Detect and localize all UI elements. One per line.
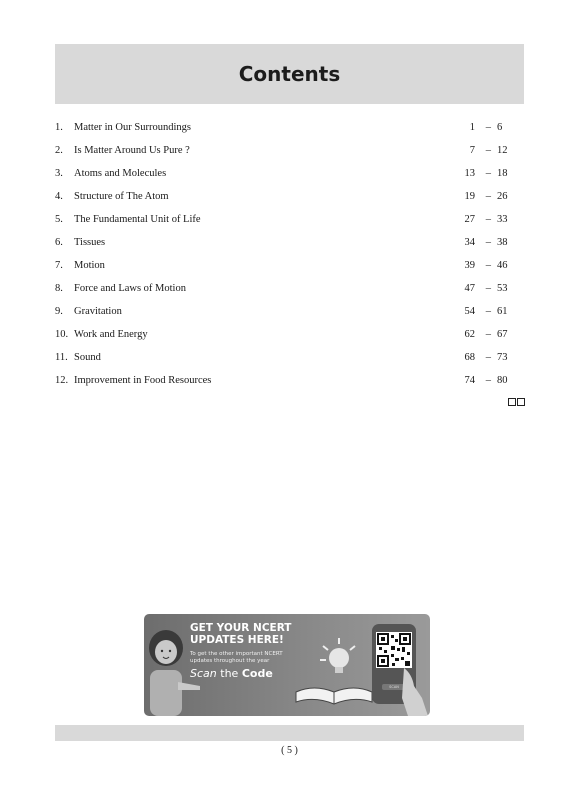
toc-page-dash: – [485, 145, 491, 156]
toc-chapter-title: Motion [74, 260, 105, 271]
toc-page-start: 39 [464, 260, 475, 271]
toc-page-end: 53 [497, 283, 508, 294]
toc-row[interactable] [55, 349, 517, 372]
hand-icon [400, 668, 430, 716]
banner-subtext [190, 651, 290, 665]
toc-page-start: 19 [464, 191, 475, 202]
toc-page-start: 34 [464, 237, 475, 248]
banner-headline-line-1: GET YOUR NCERT [190, 622, 292, 634]
end-of-list-marker [508, 398, 525, 406]
toc-number: 5. [55, 214, 63, 225]
toc-page-end: 12 [497, 145, 508, 156]
toc-page-start: 27 [464, 214, 475, 225]
toc-page-start: 62 [464, 329, 475, 340]
the-word: the [220, 667, 239, 680]
banner-headline [190, 622, 320, 646]
toc-page-dash: – [485, 329, 491, 340]
scan-word: Scan [190, 667, 217, 680]
toc-chapter-title: Work and Energy [74, 329, 148, 340]
phone-scan-button: SCAN [382, 684, 406, 690]
toc-page-end: 18 [497, 168, 508, 179]
toc-chapter-title: Structure of The Atom [74, 191, 169, 202]
toc-page-end: 26 [497, 191, 508, 202]
toc-row[interactable] [55, 372, 517, 395]
toc-page-dash: – [485, 122, 491, 133]
toc-page-start: 7 [469, 145, 475, 156]
table-of-contents [55, 119, 517, 395]
qr-code-icon[interactable] [376, 632, 412, 668]
toc-page-dash: – [485, 237, 491, 248]
toc-row[interactable] [55, 257, 517, 280]
toc-chapter-title: Improvement in Food Resources [74, 375, 212, 386]
toc-page-end: 80 [497, 375, 508, 386]
toc-row[interactable] [55, 119, 517, 142]
toc-page-start: 13 [464, 168, 475, 179]
toc-number: 4. [55, 191, 63, 202]
toc-number: 12. [55, 375, 69, 386]
title-band [55, 44, 524, 104]
scan-the-code-label [190, 667, 273, 680]
toc-number: 9. [55, 306, 63, 317]
toc-page-dash: – [485, 306, 491, 317]
box-icon [517, 398, 525, 406]
toc-page-end: 61 [497, 306, 508, 317]
toc-chapter-title: Matter in Our Surroundings [74, 122, 191, 133]
toc-page-dash: – [485, 375, 491, 386]
toc-page-dash: – [485, 214, 491, 225]
page-number: ( 5 ) [281, 745, 298, 756]
toc-page-start: 54 [464, 306, 475, 317]
toc-row[interactable] [55, 280, 517, 303]
toc-row[interactable] [55, 234, 517, 257]
banner-subtext-line-1: To get the other important NCERT [190, 651, 283, 657]
toc-page-start: 74 [464, 375, 475, 386]
toc-chapter-title: Atoms and Molecules [74, 168, 167, 179]
toc-number: 7. [55, 260, 63, 271]
toc-chapter-title: Is Matter Around Us Pure ? [74, 145, 190, 156]
toc-row[interactable] [55, 165, 517, 188]
toc-number: 2. [55, 145, 63, 156]
toc-chapter-title: Sound [74, 352, 101, 363]
toc-page-end: 46 [497, 260, 508, 271]
toc-number: 1. [55, 122, 63, 133]
toc-page-end: 6 [497, 122, 503, 133]
toc-page-dash: – [485, 283, 491, 294]
toc-row[interactable] [55, 326, 517, 349]
toc-number: 6. [55, 237, 63, 248]
toc-row[interactable] [55, 188, 517, 211]
box-icon [508, 398, 516, 406]
toc-row[interactable] [55, 142, 517, 165]
toc-page-end: 33 [497, 214, 508, 225]
toc-number: 11. [55, 352, 68, 363]
toc-page-dash: – [485, 260, 491, 271]
toc-number: 8. [55, 283, 63, 294]
toc-page-dash: – [485, 352, 491, 363]
toc-page-start: 47 [464, 283, 475, 294]
toc-chapter-title: Force and Laws of Motion [74, 283, 186, 294]
toc-number: 3. [55, 168, 63, 179]
open-book-icon [294, 672, 374, 708]
toc-page-start: 68 [464, 352, 475, 363]
code-word: Code [241, 667, 273, 680]
ncert-updates-banner[interactable] [144, 614, 430, 716]
toc-page-dash: – [485, 168, 491, 179]
toc-page-end: 73 [497, 352, 508, 363]
toc-page-start: 1 [469, 122, 475, 133]
footer-band [55, 725, 524, 741]
toc-chapter-title: Tissues [74, 237, 106, 248]
toc-page-end: 67 [497, 329, 508, 340]
banner-headline-line-2: UPDATES HERE! [190, 634, 284, 646]
banner-subtext-line-2: updates throughout the year [190, 658, 270, 664]
toc-number: 10. [55, 329, 69, 340]
page-title: Contents [238, 62, 341, 86]
toc-page-end: 38 [497, 237, 508, 248]
toc-page-dash: – [485, 191, 491, 202]
toc-chapter-title: The Fundamental Unit of Life [74, 214, 201, 225]
toc-chapter-title: Gravitation [74, 306, 122, 317]
toc-row[interactable] [55, 303, 517, 326]
toc-row[interactable] [55, 211, 517, 234]
